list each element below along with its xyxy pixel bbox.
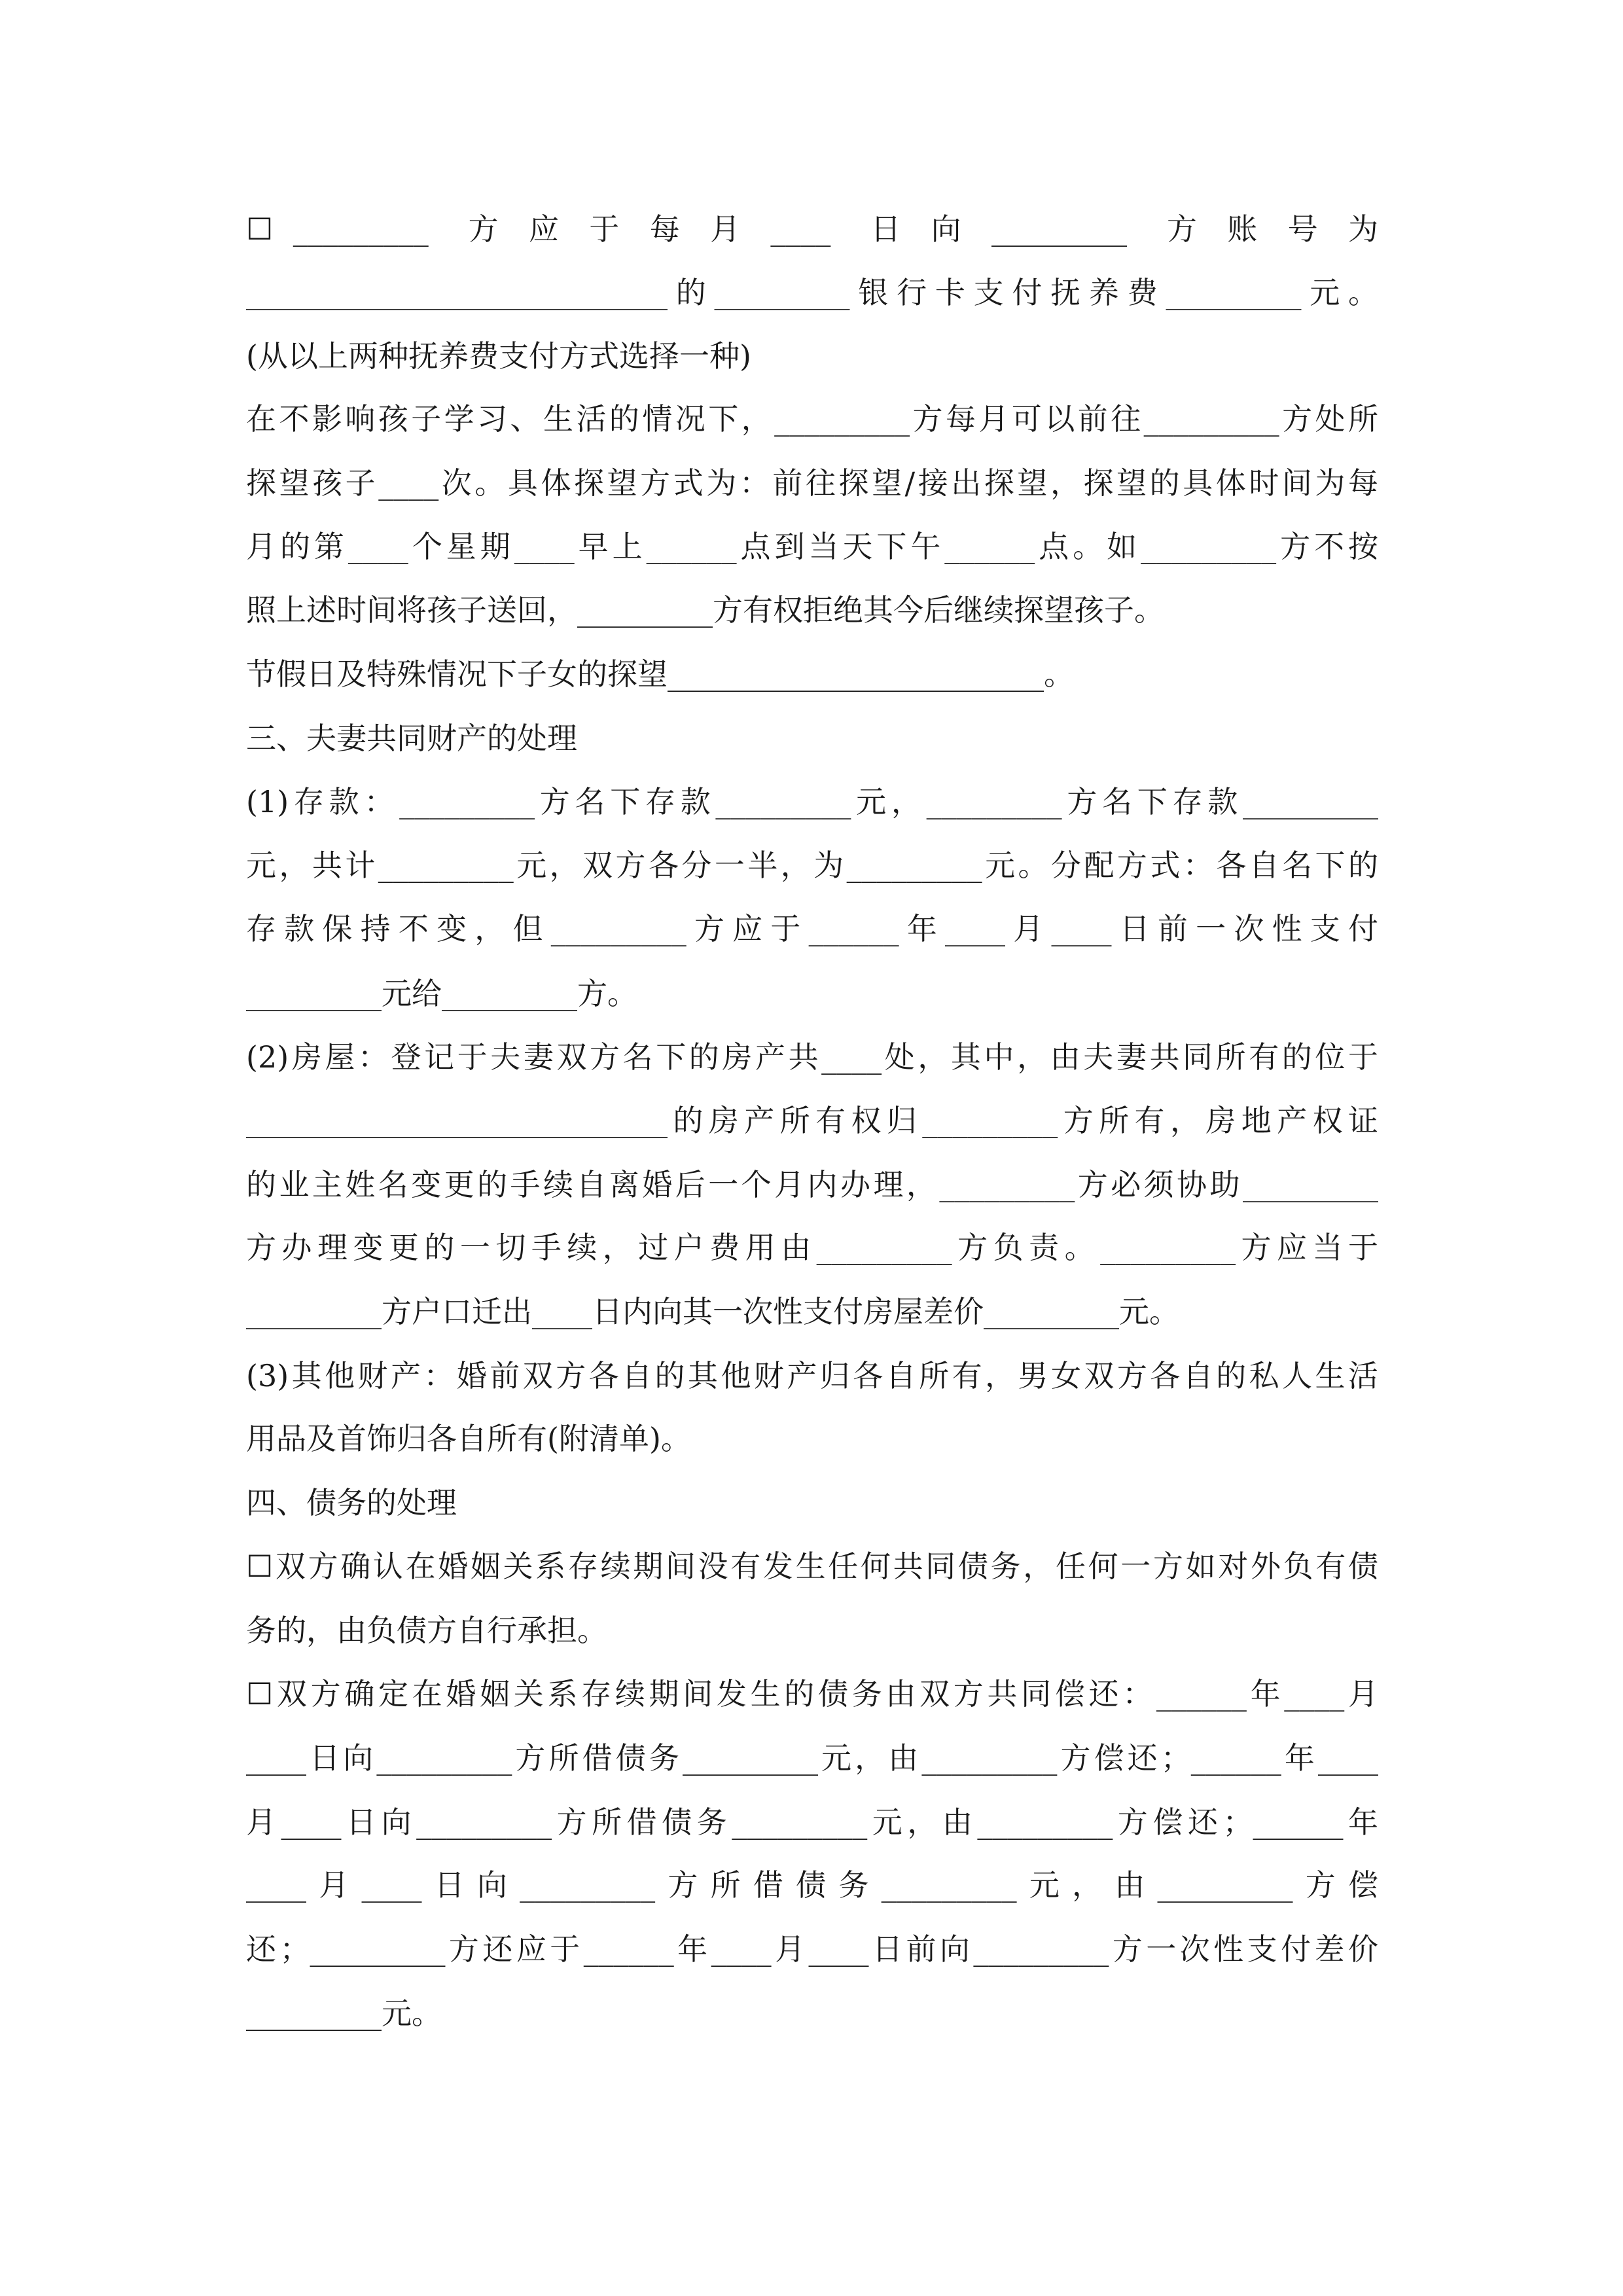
text-line: ____________________________的房产所有权归_________方所有，房地产权证 [246, 1103, 1378, 1138]
text-line: (2)房屋：登记于夫妻双方名下的房产共____处，其中，由夫妻共同所有的位于 [246, 1039, 1378, 1075]
text-line: _________方户口迁出____日内向其一次性支付房屋差价_________元。 [246, 1294, 1179, 1329]
text-line: 在不影响孩子学习、生活的情况下，_________方每月可以前往_________方处所 [246, 401, 1378, 437]
text-line: 探望孩子____次。具体探望方式为：前往探望/接出探望，探望的具体时间为每 [246, 465, 1378, 501]
text-line: 月的第____个星期____早上______点到当天下午______点。如_________方不按 [246, 529, 1378, 564]
text-line: (3)其他财产：婚前双方各自的其他财产归各自所有，男女双方各自的私人生活 [246, 1358, 1378, 1393]
text-line: _________元。 [246, 1996, 442, 2031]
text-line: ☐双方确认在婚姻关系存续期间没有发生任何共同债务，任何一方如对外负有债 [246, 1549, 1378, 1584]
text-line: ____月____日向_________方所借债务_________元，由_________方偿 [246, 1867, 1378, 1903]
text-line: 用品及首饰归各自所有(附清单)。 [246, 1421, 691, 1456]
text-line: 存款保持不变，但_________方应于______年____月____日前一次性支付 [246, 911, 1378, 946]
text-line: 还；_________方还应于______年____月____日前向_________方一次性支付差价 [246, 1931, 1378, 1967]
text-line: ☐双方确定在婚姻关系存续期间发生的债务由双方共同偿还：______年____月 [246, 1676, 1378, 1712]
text-line: 元，共计_________元，双方各分一半，为_________元。分配方式：各自名下的 [246, 848, 1378, 883]
text-line: 月____日向_________方所借债务_________元，由_________方偿还；______年 [246, 1804, 1378, 1840]
text-line: 节假日及特殊情况下子女的探望_________________________。 [246, 656, 1074, 692]
text-line: ☐ _________ 方 应 于 每 月 ____ 日 向 _________ 方 账 号 为 [246, 211, 1378, 247]
text-line: 方办理变更的一切手续，过户费用由_________方负责。_________方应当于 [246, 1230, 1378, 1265]
section-heading: 四、债务的处理 [246, 1485, 457, 1520]
text-line: ____________________________的_________银行卡支付抚养费_________元。 [246, 275, 1378, 310]
text-line: 的业主姓名变更的手续自离婚后一个月内办理，_________方必须协助_________ [246, 1167, 1378, 1202]
text-line: (1)存款：_________方名下存款_________元，_________方名下存款_________ [246, 784, 1378, 819]
text-line: 务的，由负债方自行承担。 [246, 1613, 607, 1648]
text-line: _________元给_________方。 [246, 976, 637, 1011]
text-line: ____日向_________方所借债务_________元，由_________方偿还；______年____ [246, 1740, 1378, 1776]
section-heading: 三、夫妻共同财产的处理 [246, 721, 577, 756]
text-line: 照上述时间将孩子送回，_________方有权拒绝其今后继续探望孩子。 [246, 592, 1164, 628]
text-line: (从以上两种抚养费支付方式选择一种) [246, 338, 751, 374]
